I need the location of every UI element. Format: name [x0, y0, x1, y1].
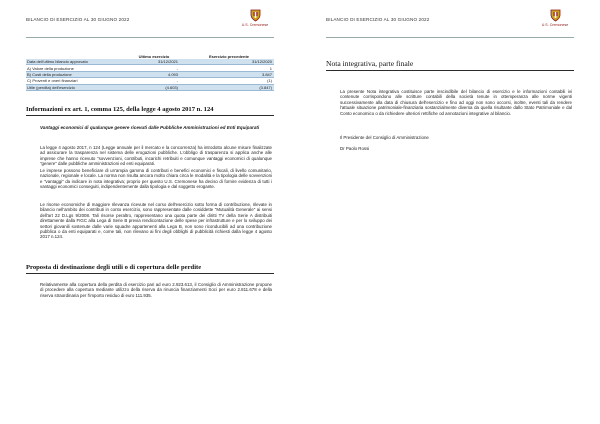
section-heading-perdite: Proposta di destinazione degli utili o di copertura delle perdite	[26, 264, 202, 271]
crest-shield-icon	[550, 9, 561, 22]
row-value-current: -	[176, 65, 178, 71]
right-page	[300, 0, 600, 424]
page-header	[26, 9, 274, 35]
table-header-cell: Ultimo esercizio	[138, 54, 170, 59]
header-divider	[26, 37, 274, 38]
club-crest	[240, 9, 270, 27]
row-value-previous: (1)	[267, 78, 272, 84]
crest-shield-icon	[250, 9, 261, 22]
signature-name: Dr Paolo Rossi	[340, 146, 370, 151]
row-label: A) Valore della produzione	[27, 65, 74, 71]
section-divider	[26, 273, 274, 274]
header-divider	[326, 37, 574, 38]
row-label: Data dell'ultimo bilancio approvato	[27, 59, 88, 65]
paragraph-nota: La presente Nota integrativa costituisce parte inscindibile del bilancio di esercizio e le informazioni contabili ivi contenute corrispondono alle scritture contabili della società tenute in ottemperanza alle norme vigenti successivamente alla data di chiusura dell'esercizio e fino ad oggi non sono occorsi, inoltre, eventi tali da rendere l'attuale situazione patrimoniale-finanziaria sostanzialmente diversa da quella risultante dallo Stato Patrimoniale e dal Conto economico o da richiedere ulteriori rettifiche od annotazioni integrative al bilancio.	[340, 89, 572, 116]
section-divider	[26, 115, 274, 116]
club-crest	[540, 9, 570, 27]
section-divider	[326, 70, 574, 71]
crest-caption: U.S. Cremonese	[541, 23, 569, 27]
row-value-previous: (3.847)	[259, 84, 272, 90]
row-label: B) Costi della produzione	[27, 71, 72, 77]
paragraph-1: La legge 4 agosto 2017, n 124 (Legge annuale per il mercato e la concorrenza) ha introdotto alcune misure finalizzate ad assicurare la trasparenza nel sistema delle erogazioni pubbliche. L'obbligo di trasparenza si applica anche alle imprese che hanno ricevuto "sovvenzioni, contributi, incarichi retribuiti e comunque vantaggi economici di qualunque "genere" dalle pubbliche amministrazioni ed enti equiparati.	[40, 145, 272, 167]
row-value-current: 4.093	[167, 71, 178, 77]
row-value-previous: 31/12/2020	[251, 59, 272, 65]
signature-label: Il Presidente del Consiglio di Amministrazione	[340, 135, 429, 140]
section-heading-nota: Nota integrativa, parte finale	[326, 59, 414, 68]
section-subheading: Vantaggi economici di qualunque genere ricevuti dalle Pubbliche Amministrazioni ed Enti Equiparati	[40, 125, 260, 130]
section-heading-art1: Informazioni ex art. 1, comma 125, della legge 4 agosto 2017 n. 124	[26, 106, 214, 113]
row-label: Utile (perdita) dell'esercizio	[27, 84, 75, 90]
paragraph-2: Le imprese possono beneficiare di un'ampia gamma di contributi e benefici economici e fiscali, di livello comunitario, nazionale, regionale e locale. La norma non risulta ancora molto chiara circa le modalità e la tipologia delle sovvenzioni e "vantaggi" da indicare in nota integrativa; proprio per questo U.S. Cremonese ha deciso di fornire evidenza di tutti i vantaggi economici conseguiti, indipendentemente dalla tipologia e dal soggetto erogante.	[40, 168, 272, 190]
table-header-cell: Esercizio precedente	[208, 54, 250, 59]
row-value-current: 31/12/2021	[157, 59, 178, 65]
header-title: BILANCIO DI ESERCIZIO AL 30 GIUGNO 2022	[26, 17, 130, 22]
table-row	[26, 85, 274, 91]
row-value-current: -	[176, 78, 178, 84]
paragraph-4: Relativamente alla copertura della perdita di esercizio pari ad euro 2.923.613, il Consiglio di Amministrazione propone di procedere alla copertura mediante utilizzo della riserva da rinuncia finanziamenti Soci per euro 2.811.678 e della riserva straordinaria per l'importo residuo di euro 111.935.	[40, 282, 272, 298]
row-value-current: (4.603)	[165, 84, 178, 90]
row-label: C) Proventi e oneri finanziari	[27, 78, 78, 84]
table-header	[26, 52, 274, 59]
header-title: BILANCIO DI ESERCIZIO AL 30 GIUGNO 2022	[326, 17, 430, 22]
crest-caption: U.S. Cremonese	[241, 23, 269, 27]
financial-summary-table	[26, 52, 274, 91]
row-value-previous: 3.847	[261, 71, 272, 77]
paragraph-3: Le risorse economiche di maggiore rilevanza ricevute nel corso dell'esercizio sotto forma di contribuzione, rilevate in bilancio nell'ambito dei contributi in conto esercizio, sono rappresentate dalle cosiddette "Mutualità Generale" ai sensi dell'art 22 D.Lgs 9/2008. Tali risorse peraltro, rappresentano una quota parte dei diritti TV della Serie A distribuiti direttamente dalla FIGC alla Lega di Serie B previa rendicontazione delle spese per infrastrutture e per lo sviluppo dei settori giovanili sostenute dalle varie squadre appartenenti alla Lega B, non sono riconducibili ad una contribuzione pubblica o da enti equiparati e, come tali, non rilevano ai fini degli obblighi di pubblicità richiesti dalla legge 4 agosto 2017 n.124.	[40, 202, 272, 240]
page-header	[326, 9, 574, 35]
row-value-previous: 1	[269, 65, 272, 71]
